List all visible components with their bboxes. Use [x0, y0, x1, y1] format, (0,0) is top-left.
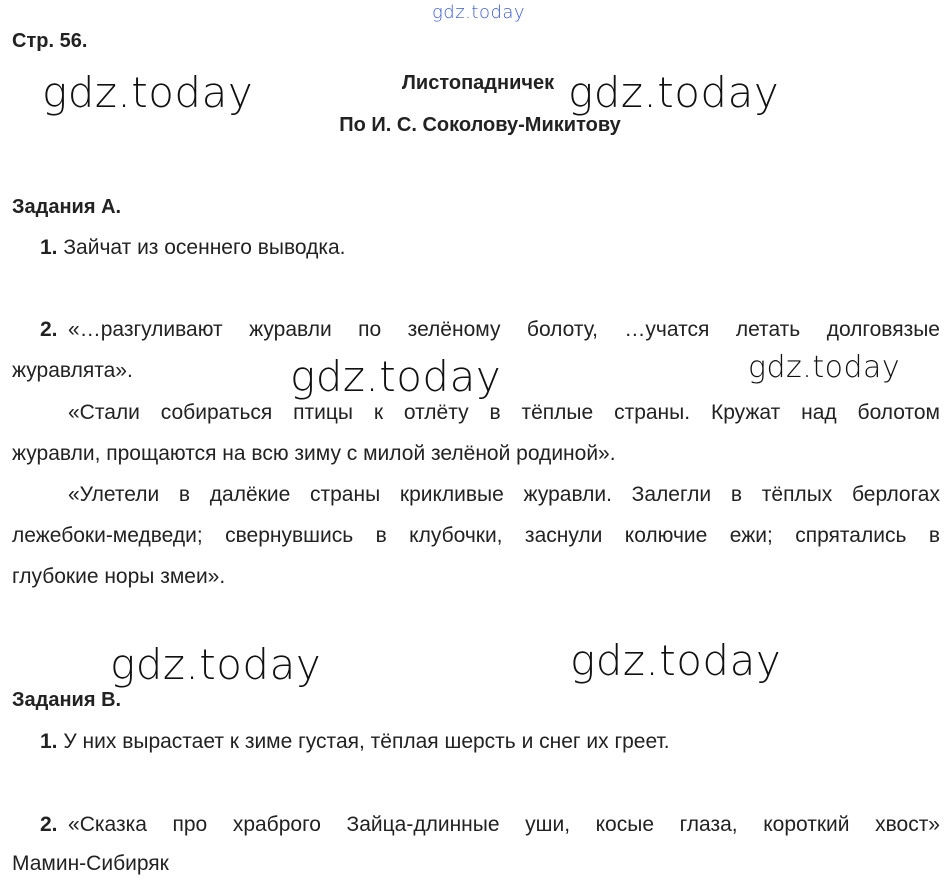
- quote-3-line-1: «Улетели в далёкие страны крикливые журавли. Залегли в тёплых берлогах: [68, 483, 940, 506]
- section-b-task-2-line-1: [40, 814, 940, 835]
- task-answer: Зайчат из осеннего выводка.: [63, 236, 346, 259]
- section-a-heading: Задания А.: [12, 196, 122, 218]
- task-number: 2.: [40, 318, 58, 341]
- quote-3-line-2: лежебоки-медведи; свернувшись в клубочки, заснули колючие ежи; спрятались в: [12, 524, 940, 547]
- watermark: gdz.today: [570, 636, 782, 685]
- quote-2-line-1: «Стали собираться птицы к отлёту в тёплые страны. Кружат над болотом: [68, 401, 940, 424]
- watermark: gdz.today: [290, 352, 502, 401]
- task-number: 1.: [40, 236, 58, 259]
- quote-2-line-2: журавли, прощаются на всю зиму с милой зелёной родиной».: [12, 442, 616, 465]
- story-title: Листопадничек: [401, 72, 555, 94]
- quote-3-line-3: глубокие норы змеи».: [12, 565, 226, 588]
- section-a-task-2-line-1: [40, 319, 940, 340]
- story-author: По И. С. Соколову-Микитову: [339, 114, 621, 136]
- task-number: 2.: [40, 813, 58, 836]
- watermark-top: gdz.today: [432, 2, 526, 23]
- page-reference: Стр. 56.: [12, 30, 88, 52]
- section-b-task-1: [40, 731, 940, 752]
- section-b-heading: Задания В.: [12, 689, 122, 711]
- watermark: gdz.today: [110, 640, 322, 689]
- task-number: 1.: [40, 730, 58, 753]
- watermark: gdz.today: [568, 68, 780, 117]
- section-a-task-1: [40, 237, 940, 258]
- task-answer-text: «…разгуливают журавли по зелёному болоту, …учатся летать долговязые: [68, 318, 940, 341]
- task-answer-text: «Сказка про храброго Зайца-длинные уши, косые глаза, короткий хвост»: [68, 813, 940, 836]
- watermark: gdz.today: [748, 350, 901, 385]
- section-a-task-2-line-2: журавлята».: [12, 359, 133, 382]
- section-b-task-2-line-2: Мамин-Сибиряк: [12, 852, 169, 875]
- watermark: gdz.today: [42, 68, 254, 117]
- task-answer: У них вырастает к зиме густая, тёплая шерсть и снег их греет.: [63, 730, 670, 753]
